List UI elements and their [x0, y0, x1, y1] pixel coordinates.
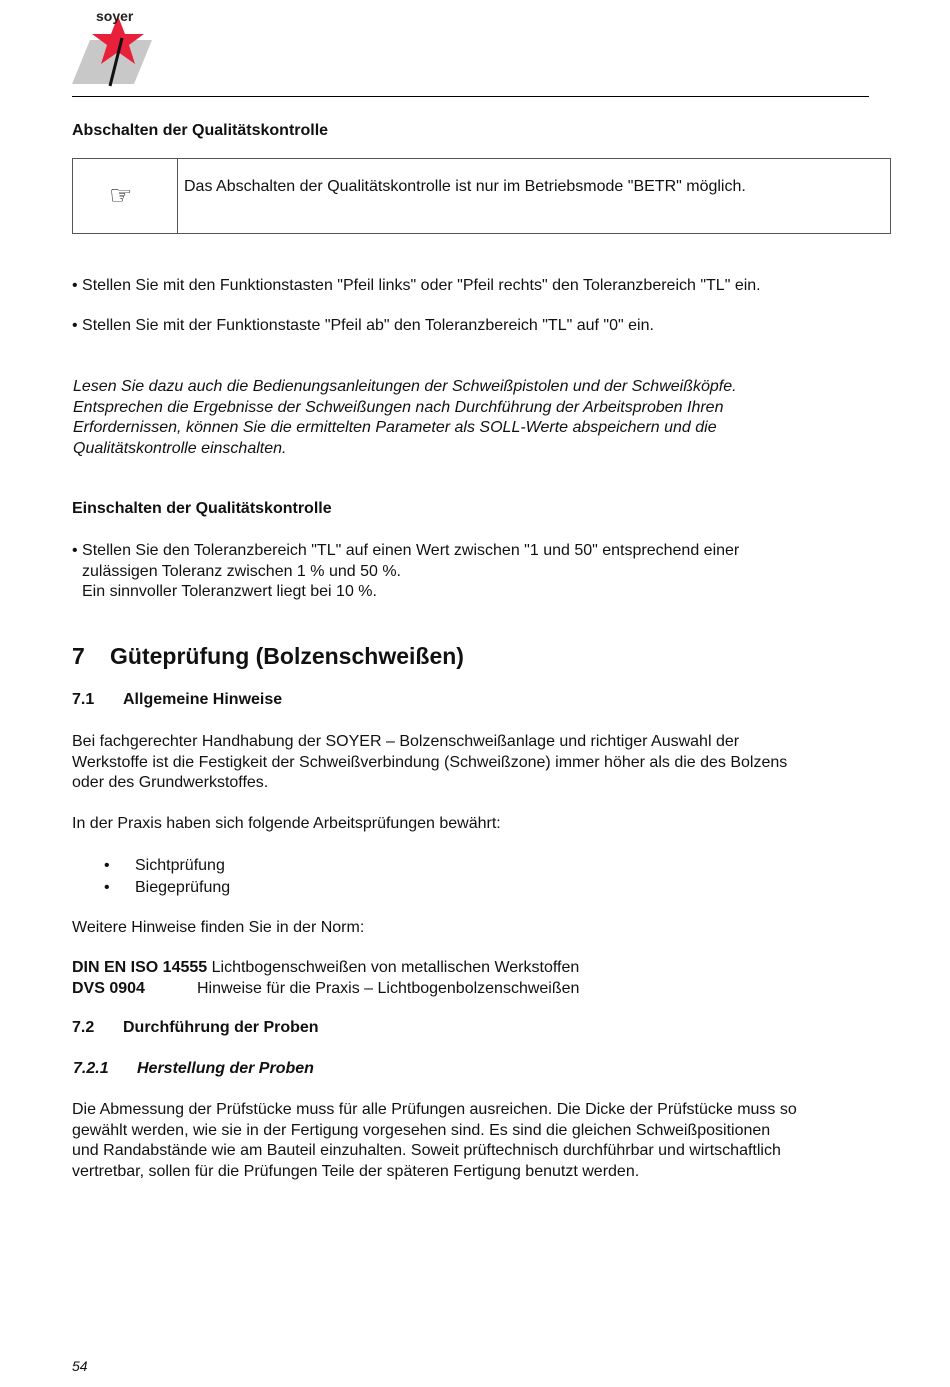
note-box — [72, 158, 891, 234]
norm-code: DIN EN ISO 14555 — [72, 959, 208, 976]
note-text: Das Abschalten der Qualitätskontrolle ist nur im Betriebsmode "BETR" möglich. — [184, 178, 746, 195]
note-icon-cell — [73, 159, 178, 233]
section-title: Allgemeine Hinweise — [123, 691, 283, 708]
bullet-on-line: Ein sinnvoller Toleranzwert liegt bei 10 %. — [82, 583, 377, 600]
norm-text: Lichtbogenschweißen von metallischen Werkstoffen — [211, 959, 580, 976]
list-item-text: Sichtprüfung — [135, 857, 225, 874]
section-7-2-heading — [72, 1019, 319, 1037]
bullet-on-line: • Stellen Sie den Toleranzbereich "TL" auf einen Wert zwischen "1 und 50" entsprechend einer — [72, 542, 740, 559]
section-title: Herstellung der Proben — [137, 1060, 314, 1077]
section-heading-off: Abschalten der Qualitätskontrolle — [72, 122, 329, 139]
list-item — [72, 877, 230, 899]
paragraph-2: In der Praxis haben sich folgende Arbeitsprüfungen bewährt: — [72, 815, 501, 832]
paragraph-line: und Randabstände wie am Bauteil einzuhalten. Soweit prüftechnisch durchführbar und wirtschaftlich — [72, 1142, 781, 1159]
bullet-off-2: • Stellen Sie mit der Funktionstaste "Pfeil ab" den Toleranzbereich "TL" auf "0" ein. — [72, 317, 654, 334]
pointing-hand-icon: ☞ — [109, 181, 133, 211]
norm-reference — [72, 958, 579, 979]
bullet-off-1: • Stellen Sie mit den Funktionstasten "Pfeil links" oder "Pfeil rechts" den Toleranzbereich "TL" ein. — [72, 277, 761, 294]
section-7-2-1-heading — [73, 1060, 314, 1078]
paragraph-line: Die Abmessung der Prüfstücke muss für alle Prüfungen ausreichen. Die Dicke der Prüfstücke muss so — [72, 1101, 797, 1118]
test-list — [72, 855, 230, 899]
list-bullet: • — [104, 879, 110, 896]
italic-paragraph — [73, 377, 737, 459]
paragraph-line: gewählt werden, wie sie in der Fertigung vorgesehen sind. Es sind die gleichen Schweißpositionen — [72, 1121, 771, 1139]
norm-reference — [72, 979, 579, 1000]
list-item-text: Biegeprüfung — [135, 879, 231, 896]
bullet-on-line: zulässigen Toleranz zwischen 1 % und 50 %. — [82, 562, 401, 580]
paragraph-line: Bei fachgerechter Handhabung der SOYER – Bolzenschweißanlage und richtiger Auswahl der — [72, 733, 740, 750]
paragraph-4 — [72, 1100, 797, 1182]
bullet-on — [72, 541, 739, 603]
list-item — [72, 855, 230, 877]
paragraph-line: vertretbar, sollen für die Prüfungen Teile der späteren Fertigung benutzt werden. — [72, 1162, 640, 1180]
section-number: 7.1 — [72, 691, 95, 708]
section-number: 7.2 — [72, 1019, 95, 1036]
norm-code: DVS 0904 — [72, 979, 145, 997]
norm-references — [72, 958, 579, 999]
section-heading-on: Einschalten der Qualitätskontrolle — [72, 500, 332, 517]
section-7-1-heading — [72, 691, 282, 709]
paragraph-3: Weitere Hinweise finden Sie in der Norm: — [72, 919, 365, 936]
italic-line: Lesen Sie dazu auch die Bedienungsanleitungen der Schweißpistolen und der Schweißköpfe. — [73, 378, 737, 395]
page-number: 54 — [72, 1358, 88, 1374]
paragraph-line: Werkstoffe ist die Festigkeit der Schweißverbindung (Schweißzone) immer höher als die des Bolzens — [72, 753, 788, 771]
paragraph-line: oder des Grundwerkstoffes. — [72, 774, 269, 791]
italic-line: Qualitätskontrolle einschalten. — [73, 439, 287, 457]
norm-text: Hinweise für die Praxis – Lichtbogenbolzenschweißen — [197, 979, 580, 997]
logo-text: soyer — [96, 8, 134, 24]
chapter-heading — [72, 643, 464, 670]
chapter-number: 7 — [72, 643, 85, 669]
section-title: Durchführung der Proben — [123, 1019, 319, 1036]
section-number: 7.2.1 — [73, 1060, 109, 1077]
italic-line: Entsprechen die Ergebnisse der Schweißungen nach Durchführung der Arbeitsproben Ihren — [73, 398, 724, 416]
paragraph-1 — [72, 732, 787, 794]
header-rule — [72, 96, 869, 97]
soyer-logo — [72, 8, 167, 88]
list-bullet: • — [104, 857, 110, 874]
italic-line: Erfordernissen, können Sie die ermittelten Parameter als SOLL-Werte abspeichern und die — [73, 419, 717, 436]
chapter-title: Güteprüfung (Bolzenschweißen) — [110, 643, 464, 669]
